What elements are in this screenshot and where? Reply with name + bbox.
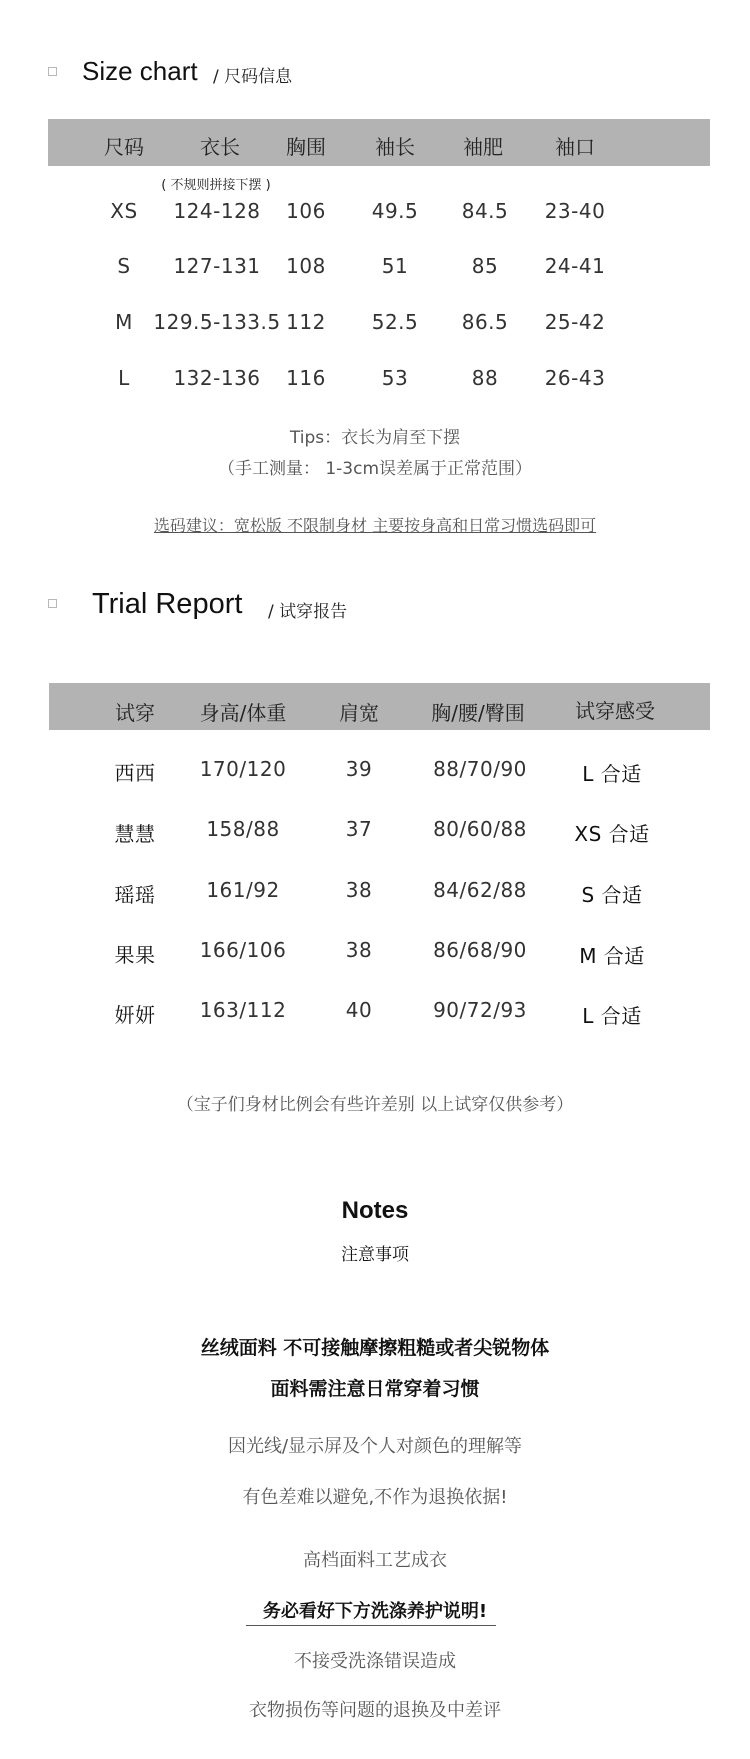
size-row-s-length: 127-131 [173, 254, 261, 278]
trial-row-1-bwh: 88/70/90 [433, 757, 527, 781]
size-row-m-cuff: 25-42 [544, 310, 606, 334]
section-bullet-icon [48, 599, 57, 608]
size-row-m-bust: 112 [286, 310, 326, 334]
size-row-l-size: L [118, 366, 130, 390]
size-advice: 选码建议：宽松版 不限制身材 主要按身高和日常习惯选码即可 [153, 516, 597, 535]
size-row-l-sleeve-length: 53 [381, 366, 409, 390]
trial-row-4-height-weight: 166/106 [199, 938, 287, 962]
notes-line8: 衣物损伤等问题的退换及中差评 [249, 1700, 501, 1721]
size-header-size: 尺码 [104, 135, 144, 159]
size-row-xs-size: XS [110, 199, 138, 223]
size-row-l-sleeve-width: 88 [471, 366, 499, 390]
trial-row-1-height-weight: 170/120 [199, 757, 287, 781]
notes-bold-line1: 丝绒面料 不可接触摩擦粗糙或者尖锐物体 [200, 1337, 550, 1359]
trial-row-2-tester: 慧慧 [114, 822, 156, 846]
trial-row-3-feeling: S 合适 [581, 883, 643, 907]
size-row-xs-sleeve-length: 49.5 [371, 199, 419, 223]
size-row-xs-length: 124-128 [173, 199, 261, 223]
size-row-m-length: 129.5-133.5 [153, 310, 281, 334]
trial-row-5-height-weight: 163/112 [199, 998, 287, 1022]
size-chart-title: Size chart [82, 56, 198, 86]
size-row-l-length: 132-136 [173, 366, 261, 390]
trial-header-tester: 试穿 [115, 701, 155, 725]
trial-row-1-shoulder: 39 [345, 757, 373, 781]
trial-row-3-tester: 瑶瑶 [114, 883, 156, 907]
trial-row-4-tester: 果果 [114, 943, 156, 967]
notes-bold-line6: 务必看好下方洗涤养护说明! [262, 1601, 488, 1622]
notes-line5: 高档面料工艺成衣 [303, 1550, 447, 1571]
trial-row-3-shoulder: 38 [345, 878, 373, 902]
notes-line7: 不接受洗涤错误造成 [294, 1651, 456, 1672]
notes-line3: 因光线/显示屏及个人对颜色的理解等 [227, 1436, 523, 1457]
trial-header-bwh: 胸/腰/臀围 [431, 701, 525, 725]
trial-row-4-shoulder: 38 [345, 938, 373, 962]
trial-header-shoulder: 肩宽 [339, 701, 379, 725]
section-bullet-icon [48, 67, 57, 76]
trial-row-5-feeling: L 合适 [582, 1004, 642, 1028]
size-row-l-bust: 116 [286, 366, 326, 390]
notes-subtitle: 注意事项 [341, 1245, 409, 1265]
size-row-m-size: M [115, 310, 133, 334]
trial-row-3-height-weight: 161/92 [206, 878, 280, 902]
size-header-cuff: 袖口 [555, 135, 595, 159]
size-tips-line1: Tips：衣长为肩至下摆 [289, 428, 461, 448]
trial-header-feeling: 试穿感受 [575, 699, 655, 723]
size-row-s-cuff: 24-41 [544, 254, 606, 278]
size-row-l-cuff: 26-43 [544, 366, 606, 390]
notes-line4: 有色差难以避免,不作为退换依据! [242, 1487, 508, 1508]
trial-row-3-bwh: 84/62/88 [433, 878, 527, 902]
length-note: ( 不规则拼接下摆 ) [161, 178, 271, 193]
trial-footnote: （宝子们身材比例会有些许差别 以上试穿仅供参考） [176, 1095, 574, 1115]
size-row-m-sleeve-length: 52.5 [371, 310, 419, 334]
trial-row-2-height-weight: 158/88 [206, 817, 280, 841]
size-chart-subtitle: / 尺码信息 [213, 67, 293, 87]
size-row-s-bust: 108 [286, 254, 326, 278]
trial-row-5-bwh: 90/72/93 [433, 998, 527, 1022]
size-header-length: 衣长 [200, 135, 240, 159]
trial-row-2-shoulder: 37 [345, 817, 373, 841]
trial-row-4-feeling: M 合适 [579, 944, 645, 968]
size-row-m-sleeve-width: 86.5 [461, 310, 509, 334]
trial-row-1-feeling: L 合适 [582, 762, 642, 786]
size-header-sleeve-length: 袖长 [375, 135, 415, 159]
trial-report-title: Trial Report [92, 588, 243, 620]
trial-row-2-feeling: XS 合适 [574, 822, 650, 846]
trial-row-2-bwh: 80/60/88 [433, 817, 527, 841]
notes-title: Notes [341, 1197, 409, 1224]
trial-row-4-bwh: 86/68/90 [433, 938, 527, 962]
size-row-xs-sleeve-width: 84.5 [461, 199, 509, 223]
size-row-s-size: S [117, 254, 131, 278]
trial-row-5-shoulder: 40 [345, 998, 373, 1022]
size-row-s-sleeve-length: 51 [381, 254, 409, 278]
trial-row-5-tester: 妍妍 [114, 1003, 156, 1027]
size-header-sleeve-width: 袖肥 [463, 135, 503, 159]
trial-report-subtitle: / 试穿报告 [268, 602, 348, 622]
notes-bold-line2: 面料需注意日常穿着习惯 [270, 1378, 480, 1400]
notes-line6-underline [246, 1625, 496, 1626]
size-tips-line2: （手工测量： 1-3cm误差属于正常范围） [217, 459, 533, 479]
size-row-xs-cuff: 23-40 [544, 199, 606, 223]
size-row-xs-bust: 106 [286, 199, 326, 223]
size-row-s-sleeve-width: 85 [471, 254, 499, 278]
trial-header-height-weight: 身高/体重 [199, 701, 287, 725]
size-header-bust: 胸围 [286, 135, 326, 159]
trial-row-1-tester: 西西 [114, 761, 156, 785]
